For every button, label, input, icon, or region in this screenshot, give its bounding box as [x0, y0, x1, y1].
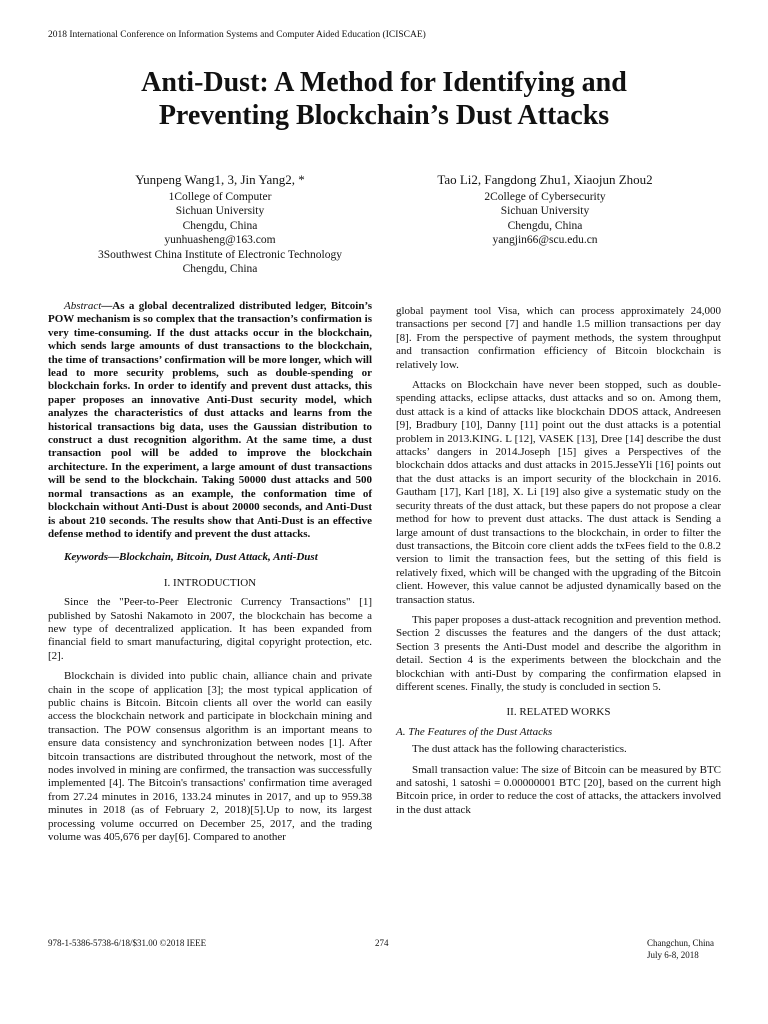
- right-paragraph-1: global payment tool Visa, which can process approximately 24,000 transactions per second [7] and handle 1.5 million transactions per day [8]. From the perspective of payment methods, the system throughput and transaction confirmation efficiency of Bitcoin blockchain is relatively low.: [396, 305, 721, 371]
- affiliation-1-university: Sichuan University: [175, 205, 265, 217]
- section-heading-related-works: II. RELATED WORKS: [506, 706, 611, 719]
- affiliation-2-university: Sichuan University: [500, 205, 590, 217]
- affiliation-2-city: Chengdu, China: [507, 219, 583, 232]
- abstract: [48, 300, 372, 541]
- right-column: [396, 305, 721, 817]
- title-line-1: Anti-Dust: A Method for Identifying and: [141, 67, 627, 98]
- authors-right: [400, 173, 690, 248]
- author-email-right: yangjin66@scu.edu.cn: [492, 234, 598, 246]
- affiliation-3-city: Chengdu, China: [182, 263, 258, 275]
- footer-city: Changchun, China: [647, 938, 714, 948]
- left-column: [48, 300, 372, 844]
- abstract-text: —As a global decentralized distributed ledger, Bitcoin’s POW mechanism is so complex that the transaction’s confirmation is very time-consuming. If the dust attacks occur in the blockchain, which sends large amounts of dust transactions to the blockchain, the time of transactions’ confirmation will be more longer, which will lead to more security problems, such as double-spending or blockchain forks. In order to identify and prevent dust attacks, this paper proposes an innovative Anti-Dust security model, which analyzes the characteristics of dust attacks and learns from the historical transactions big data, uses the Gaussian distribution to construct a dust recognition algorithm. At the same time, a dust transaction pool will be added to improve the blockchain architecture. In the experiment, a large amount of dust transactions will be send to the blockchain. Taking 50000 dust attacks and 500 normal transactions as an example, the conformation time of blockchain without Anti-Dust is about 20000 seconds, and Anti-Dust is about 210 seconds. The results show that Anti-Dust is an effective defense method to identify and prevent the dust attacks.: [48, 300, 372, 540]
- title-line-2: Preventing Blockchain’s Dust Attacks: [158, 100, 610, 131]
- right-paragraph-2: Attacks on Blockchain have never been stopped, such as double-spending attacks, eclipse attacks, dust attacks and so on. Among them, dust attack is a kind of attacks like blockchain DDOS attack, Andreesen [9], Bradbury [10], Danny [11] point out the dust attacks is a potential problem in 2013.KING. L [12], VASEK [13], Dree [14] describe the dust attacks’ dangers in 2014.Joseph [15] gives a Perspectives of the blockchain ddos attacks and dust attacks in 2015.JesseYli [16] points out that the dust attacks is an import security of the blockchain in 2016. Gautham [17], Karl [18], X. Li [19] also give a systematic study on the security threats of the dust attack, but these papers do not propose a clear method for how to prevent dust attacks. The dust attack is Sending a large amount of dust transactions to the blockchain, in order to filter the dust transactions, the Bitcoin core client adds the txFees field to the 0.8.2 version to limit the transaction fees, but the setting of this field is relatively fixed, which will be changed with the upgrading of the Bitcoin client. However, this value cannot be adjusted dynamically based on the transaction status.: [396, 379, 721, 606]
- affiliation-2: 2College of Cybersecurity: [484, 190, 606, 203]
- affiliation-1: 1College of Computer: [168, 190, 272, 203]
- footer-date: July 6-8, 2018: [647, 950, 699, 960]
- intro-paragraph-1: Since the "Peer-to-Peer Electronic Currency Transactions" [1] published by Satoshi Nakamoto in 2007, the blockchain has become a new type of decentralized application. It has been expanded from financial field to smart manufacturing, digital copyright protection, etc. [2].: [48, 596, 372, 662]
- authors-left: [60, 173, 380, 277]
- footer-location: [647, 937, 714, 961]
- author-names-left: Yunpeng Wang1, 3, Jin Yang2, *: [135, 172, 305, 187]
- author-email-left: yunhuasheng@163.com: [164, 234, 276, 246]
- keywords: Keywords—Blockchain, Bitcoin, Dust Attack, Anti-Dust: [64, 551, 318, 564]
- right-paragraph-5: Small transaction value: The size of Bitcoin can be measured by BTC and satoshi, 1 satoshi = 0.00000001 BTC [20], based on the current high Bitcoin price, in order to reduce the cost of attacks, the attackers involved in the dust attack: [396, 763, 721, 816]
- section-heading-introduction: I. INTRODUCTION: [163, 576, 257, 589]
- affiliation-3: 3Southwest China Institute of Electronic Technology: [98, 248, 342, 261]
- abstract-label: Abstract: [64, 300, 102, 312]
- page-number: 274: [375, 938, 389, 948]
- author-names-right: Tao Li2, Fangdong Zhu1, Xiaojun Zhou2: [437, 172, 653, 187]
- affiliation-1-city: Chengdu, China: [182, 219, 258, 232]
- subsection-heading-features: A. The Features of the Dust Attacks: [396, 725, 553, 738]
- right-paragraph-3: This paper proposes a dust-attack recognition and prevention method. Section 2 discusses the features and the dangers of the dust attack; Section 3 presents the Anti-Dust model and describe the algorithm in detail. Section 4 is the experiments between the blockchain and the blockchian with anti-Dust by comparing the confirmation elapsed in different scenes. Finally, the study is concluded in section 5.: [396, 613, 721, 693]
- paper-title: [0, 66, 768, 132]
- intro-paragraph-2: Blockchain is divided into public chain, alliance chain and private chain in the scope of application [3]; the most typical application of public chains is Bitcoin. Bitcoin clients all over the world can easily access the blockchain network and participate in blockchain mining and transaction. The POW consensus algorithm is an important means to ensure data consistency and synchronization between nodes [1]. After bitcoin transactions are distributed throughout the network, most of the nodes involved in mining are confirmed, the transaction was successfully implemented [4]. The Bitcoin's transactions' confirmation time averaged from 27.24 minutes in 2016, 133.24 minutes in 2017, and up to 959.38 minutes in 2018 (as of February 2, 2018)[5].Up to now, its largest processing volume occurred on December 25, 2017, and the trading volume was 405,676 per day[6]. Compared to another: [48, 670, 372, 844]
- conference-header: 2018 International Conference on Information Systems and Computer Aided Education (ICISCAE): [48, 30, 426, 40]
- right-paragraph-4: The dust attack has the following characteristics.: [412, 743, 627, 756]
- footer-isbn: 978-1-5386-5738-6/18/$31.00 ©2018 IEEE: [48, 938, 207, 948]
